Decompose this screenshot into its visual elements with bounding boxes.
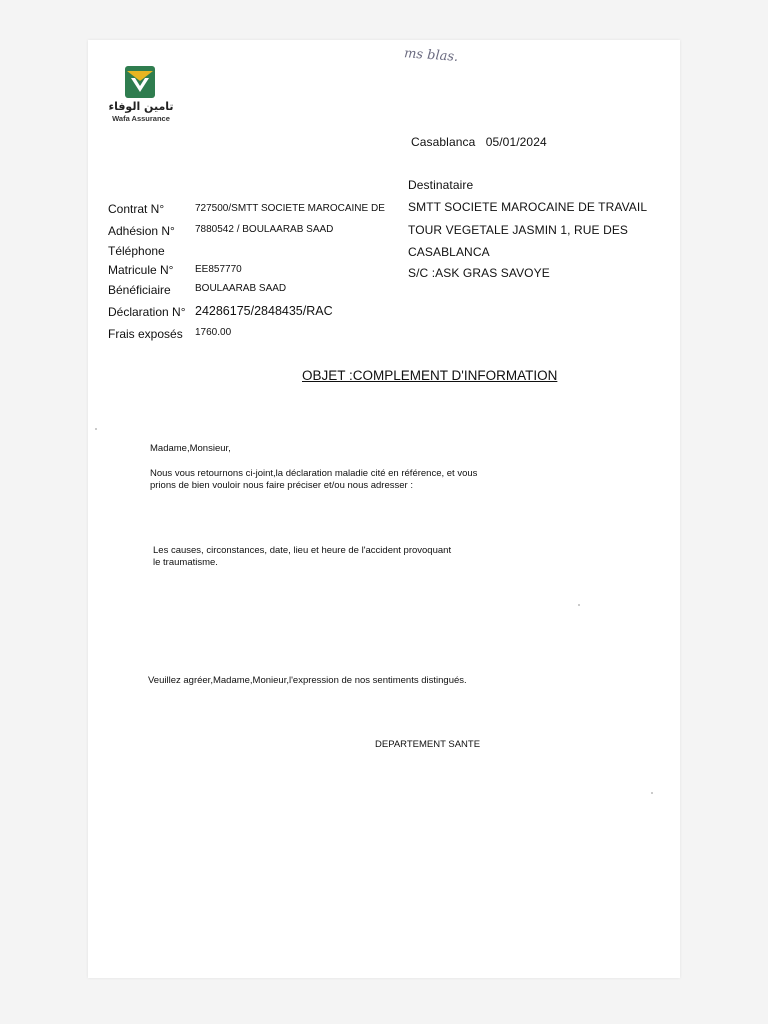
logo-arabic-text: تامين الوفاء: [108, 100, 174, 113]
recipient-heading: Destinataire: [408, 178, 474, 192]
recipient-line: S/C :ASK GRAS SAVOYE: [408, 266, 550, 280]
recipient-line: CASABLANCA: [408, 245, 490, 259]
declaration-label: Déclaration N°: [108, 305, 186, 319]
adhesion-value: 7880542 / BOULAARAB SAAD: [195, 224, 334, 235]
city: Casablanca: [411, 135, 476, 149]
telephone-label: Téléphone: [108, 244, 165, 258]
place-date: [411, 135, 547, 149]
wafa-assurance-logo: [108, 66, 174, 126]
signature-department: DEPARTEMENT SANTE: [375, 739, 481, 750]
scan-speck: [651, 792, 653, 794]
paragraph-line: Nous vous retournons ci-joint,la déclaration maladie cité en référence, et vous: [150, 468, 478, 479]
matricule-label: Matricule N°: [108, 263, 174, 277]
date: 05/01/2024: [485, 135, 547, 149]
handwritten-note: ms blas.: [403, 46, 459, 65]
declaration-value: 24286175/2848435/RAC: [195, 304, 333, 318]
request-line: le traumatisme.: [153, 557, 218, 568]
scan-speck: [578, 604, 580, 606]
adhesion-label: Adhésion N°: [108, 224, 175, 238]
closing-line: Veuillez agréer,Madame,Monieur,l'expression de nos sentiments distingués.: [148, 675, 467, 686]
salutation: Madame,Monsieur,: [150, 443, 231, 454]
recipient-line: TOUR VEGETALE JASMIN 1, RUE DES: [408, 223, 629, 237]
recipient-line: SMTT SOCIETE MAROCAINE DE TRAVAIL: [408, 200, 648, 214]
letter-page: [88, 40, 680, 978]
wafa-logo-icon: [125, 66, 155, 98]
subject-line: OBJET :COMPLEMENT D'INFORMATION: [302, 368, 558, 383]
contrat-value: 727500/SMTT SOCIETE MAROCAINE DE: [195, 203, 385, 214]
beneficiaire-value: BOULAARAB SAAD: [195, 283, 287, 294]
contrat-label: Contrat N°: [108, 202, 165, 216]
frais-label: Frais exposés: [108, 327, 183, 341]
matricule-value: EE857770: [195, 264, 242, 275]
paragraph-line: prions de bien vouloir nous faire préciser et/ou nous adresser :: [150, 480, 413, 491]
logo-name: Wafa Assurance: [112, 114, 170, 123]
frais-value: 1760.00: [195, 327, 232, 338]
request-line: Les causes, circonstances, date, lieu et heure de l'accident provoquant: [153, 545, 452, 556]
beneficiaire-label: Bénéficiaire: [108, 283, 171, 297]
scan-speck: [95, 428, 97, 430]
